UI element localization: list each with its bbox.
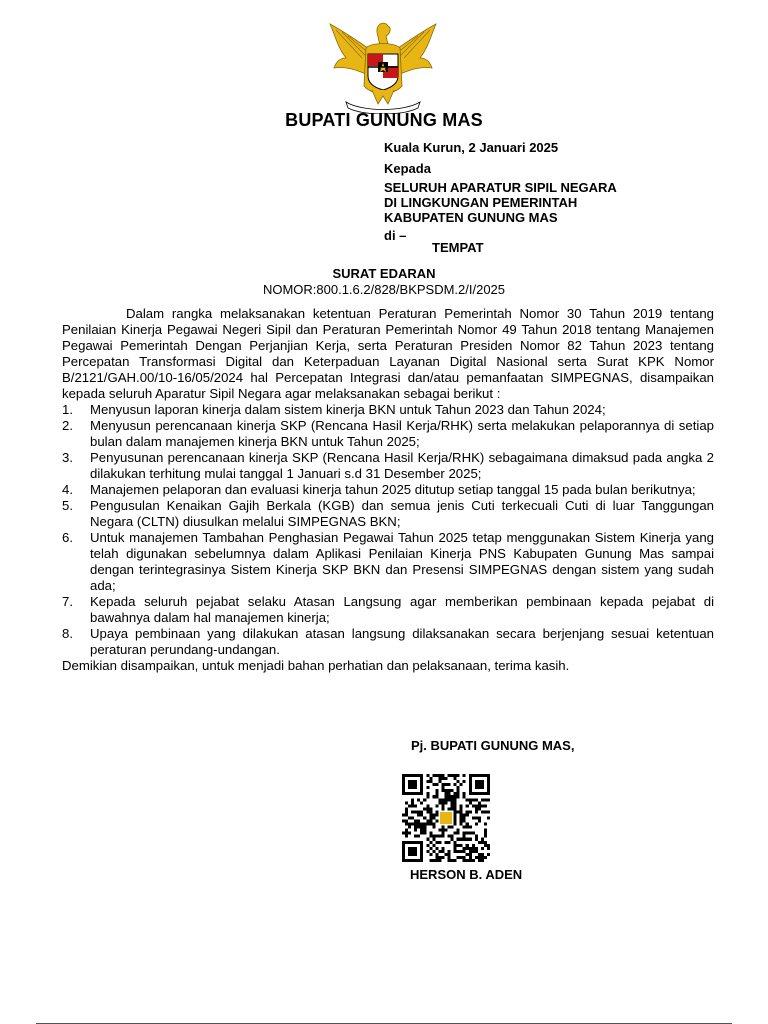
list-item: 6. Untuk manajemen Tambahan Penghasian Pegawai Tahun 2025 tetap menggunakan Sistem Kinerja yang telah digunakan sebelumnya dalam Aplikasi Penilaian Kinerja PNS Kabupaten Gunung Mas sampai dengan terintegrasinya Sistem Kinerja SKP BKN dan Presensi SIMPEGNAS dengan sistem yang sudah ada; bbox=[62, 530, 714, 593]
list-item: 4. Manajemen pelaporan dan evaluasi kinerja tahun 2025 ditutup setiap tanggal 15 pada bulan berikutnya; bbox=[62, 482, 696, 497]
header-title: BUPATI GUNUNG MAS bbox=[285, 110, 483, 130]
list-item: 8. Upaya pembinaan yang dilakukan atasan langsung dilaksanakan secara berjenjang sesuai ketentuan peraturan perundang-undangan. bbox=[62, 626, 714, 657]
list-item: 1. Menyusun laporan kinerja dalam sistem kinerja BKN untuk Tahun 2023 dan Tahun 2024; bbox=[62, 402, 606, 417]
place-date: Kuala Kurun, 2 Januari 2025 bbox=[384, 140, 559, 155]
qr-code-icon bbox=[402, 774, 490, 862]
letter-body bbox=[62, 306, 714, 674]
recipient-line: SELURUH APARATUR SIPIL NEGARA bbox=[384, 180, 617, 195]
list-item: 2. Menyusun perencanaan kinerja SKP (Rencana Hasil Kerja/RHK) serta melakukan pelaporannya di setiap bulan dalam manajemen kinerja BKN untuk Tahun 2025; bbox=[62, 418, 714, 449]
recipient-block bbox=[384, 180, 617, 225]
recipient-line: KABUPATEN GUNUNG MAS bbox=[384, 210, 558, 225]
garuda-emblem-icon bbox=[322, 18, 444, 114]
signer-name: HERSON B. ADEN bbox=[410, 867, 523, 882]
letter-number: NOMOR:800.1.6.2/828/BKPSDM.2/I/2025 bbox=[262, 282, 506, 297]
list-item: 3. Penyusunan perencanaan kinerja SKP (Rencana Hasil Kerja/RHK) sebagaimana dimaksud pada angka 2 dilakukan terhitung mulai tanggal 1 Januari s.d 31 Desember 2025; bbox=[62, 450, 714, 481]
intro-paragraph: Dalam rangka melaksanakan ketentuan Peraturan Pemerintah Nomor 30 Tahun 2019 tentang Penilaian Kinerja Pegawai Negeri Sipil dan Peraturan Pemerintah Nomor 49 Tahun 2018 tentang Manajemen Pegawai Pemerintah Dengan Perjanjian Kerja, serta Peraturan Presiden Nomor 82 Tahun 2023 tentang Percepatan Transformasi Digital dan Keterpaduan Layanan Digital Nasional serta Surat KPK Nomor B/2121/GAH.00/10-16/05/2024 hal Percepatan Integrasi dan/atau pemanfaatan SIMPEGNAS, disampaikan kepada seluruh Aparatur Sipil Negara agar melaksanakan sebagai berikut : bbox=[62, 306, 714, 401]
points-list bbox=[62, 402, 714, 658]
recipient-line: DI LINGKUNGAN PEMERINTAH bbox=[384, 195, 578, 210]
di-label: di – bbox=[384, 228, 407, 243]
closing-paragraph: Demikian disampaikan, untuk menjadi bahan perhatian dan pelaksanaan, terima kasih. bbox=[62, 658, 570, 673]
list-item: 7. Kepada seluruh pejabat selaku Atasan Langsung agar memberikan pembinaan kepada pejabat di bawahnya dalam hal manajemen kinerja; bbox=[62, 594, 714, 625]
signer-title: Pj. BUPATI GUNUNG MAS, bbox=[411, 738, 575, 753]
letter-title: SURAT EDARAN bbox=[332, 266, 436, 281]
tempat-label: TEMPAT bbox=[432, 240, 484, 255]
to-label: Kepada bbox=[384, 161, 431, 176]
list-item: 5. Pengusulan Kenaikan Gajih Berkala (KGB) dan semua jenis Cuti terkecuali Cuti di luar Tanggungan Negara (CLTN) diusulkan melalui SIMPEGNAS BKN; bbox=[62, 498, 714, 529]
